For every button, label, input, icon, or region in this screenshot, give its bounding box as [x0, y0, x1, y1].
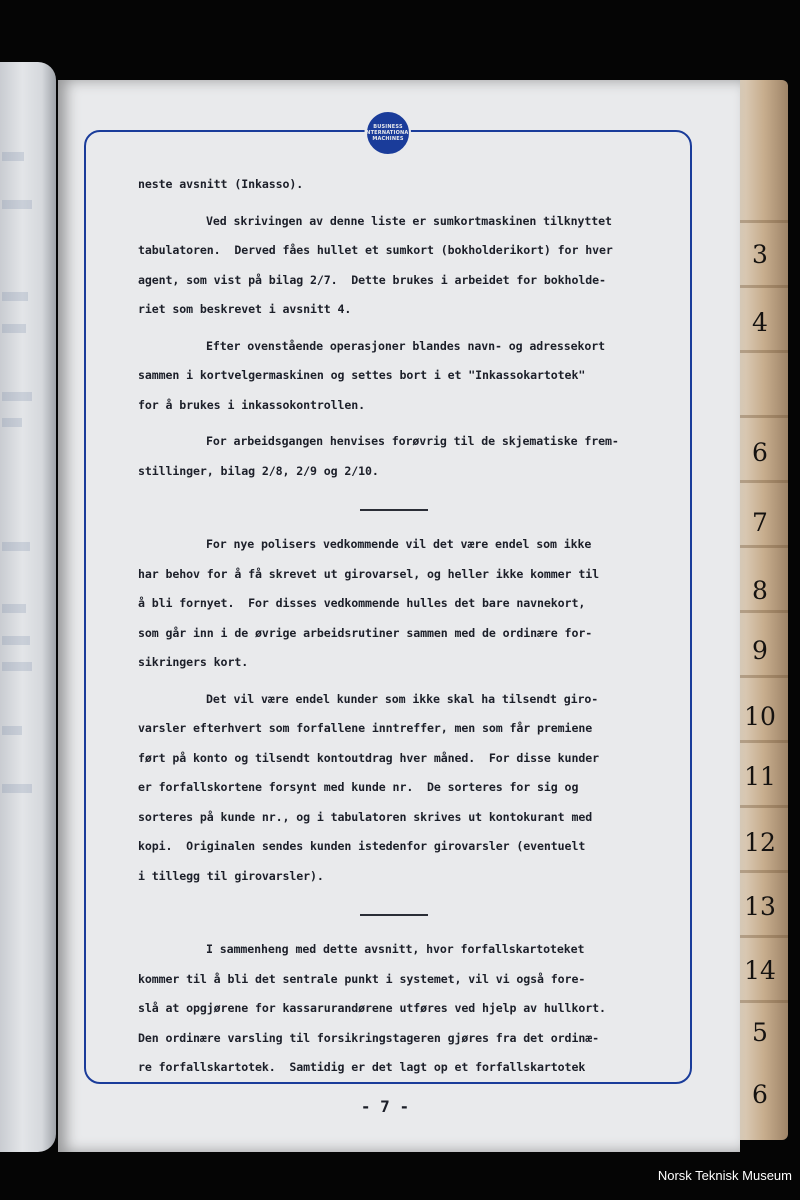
binder-tab-label: 4 — [752, 308, 768, 337]
text-line: å bli fornyet. For disses vedkommende hulles det bare navnekort, — [138, 596, 586, 610]
page-number: - 7 - — [360, 1097, 410, 1116]
left-page-edge — [0, 62, 56, 1152]
text-line: For nye polisers vedkommende vil det være endel som ikke — [206, 537, 592, 551]
binder-tab-label: 11 — [744, 762, 776, 791]
binder-tab-label: 14 — [744, 956, 776, 985]
museum-credit: Norsk Teknisk Museum — [657, 1168, 792, 1183]
text-line: stillinger, bilag 2/8, 2/9 og 2/10. — [138, 463, 379, 478]
section-divider — [360, 509, 428, 511]
paragraph — [138, 530, 678, 678]
text-line: I sammenheng med dette avsnitt, hvor forfallskartoteket — [206, 942, 585, 956]
text-line: har behov for å få skrevet ut girovarsel, og heller ikke kommer til — [138, 566, 599, 581]
text-line: sikringers kort. — [138, 655, 249, 669]
binder-tab-label: 3 — [752, 240, 768, 269]
text-line: agent, som vist på bilag 2/7. Dette brukes i arbeidet for bokholde- — [138, 272, 606, 287]
text-line: riet som beskrevet i avsnitt 4. — [138, 302, 352, 316]
paragraph — [138, 935, 678, 1083]
text-line: re forfallskartotek. Samtidig er det lagt op et forfallskartotek — [138, 1060, 586, 1074]
binder-tab-label: 6 — [752, 1080, 768, 1109]
text-line: tabulatoren. Derved fåes hullet et sumkort (bokholderikort) for hver — [138, 243, 613, 257]
paragraph — [138, 427, 678, 486]
section-divider — [360, 914, 428, 916]
text-line: kopi. Originalen sendes kunden istedenfor girovarsler (eventuelt — [138, 839, 586, 853]
text-line: For arbeidsgangen henvises forøvrig til de skjematiske frem- — [206, 434, 619, 448]
logo-line-2: INTERNATIONAL — [364, 130, 412, 136]
paragraph — [138, 332, 678, 421]
binder-tab-label: 12 — [744, 828, 776, 857]
paragraph — [138, 685, 678, 892]
text-line: Den ordinære varsling til forsikringstageren gjøres fra det ordinæ- — [138, 1030, 599, 1045]
text-line: er forfallskortene forsynt med kunde nr. De sorteres for sig og — [138, 780, 579, 794]
text-line: neste avsnitt (Inkasso). — [138, 177, 304, 191]
document-body — [138, 170, 678, 1083]
text-line: ført på konto og tilsendt kontoutdrag hver måned. For disse kunder — [138, 750, 599, 765]
text-line: sorteres på kunde nr., og i tabulatoren skrives ut kontokurant med — [138, 809, 593, 824]
text-line: slå at opgjørene for kassarurandørene utføres ved hjelp av hullkort. — [138, 1001, 606, 1015]
text-line: i tillegg til girovarsler). — [138, 868, 324, 883]
text-line: som går inn i de øvrige arbeidsrutiner sammen med de ordinære for- — [138, 625, 593, 640]
text-line: Det vil være endel kunder som ikke skal ha tilsendt giro- — [206, 691, 599, 706]
binder-tab-label: 8 — [752, 576, 768, 605]
ibm-logo — [365, 110, 411, 156]
binder-tab-label: 10 — [744, 702, 776, 731]
binder-tab-label: 5 — [752, 1018, 768, 1047]
binder-tab-label: 9 — [752, 636, 768, 665]
binder-tab-label: 6 — [752, 438, 768, 467]
paragraph — [138, 170, 678, 200]
text-line: Ved skrivingen av denne liste er sumkortmaskinen tilknyttet — [206, 213, 612, 228]
text-line: Efter ovenstående operasjoner blandes navn- og adressekort — [206, 338, 606, 353]
logo-line-1: BUSINESS — [373, 124, 403, 130]
text-line: for å brukes i inkassokontrollen. — [138, 397, 366, 412]
text-line: varsler efterhvert som forfallene inntreffer, men som får premiene — [138, 721, 593, 735]
logo-line-3: MACHINES — [372, 136, 404, 142]
binder-tab-label: 7 — [752, 508, 768, 537]
text-line: sammen i kortvelgermaskinen og settes bort i et "Inkassokartotek" — [138, 368, 586, 382]
paragraph — [138, 207, 678, 325]
binder-tab-label: 13 — [744, 892, 776, 921]
text-line: kommer til å bli det sentrale punkt i systemet, vil vi også fore- — [138, 971, 586, 986]
